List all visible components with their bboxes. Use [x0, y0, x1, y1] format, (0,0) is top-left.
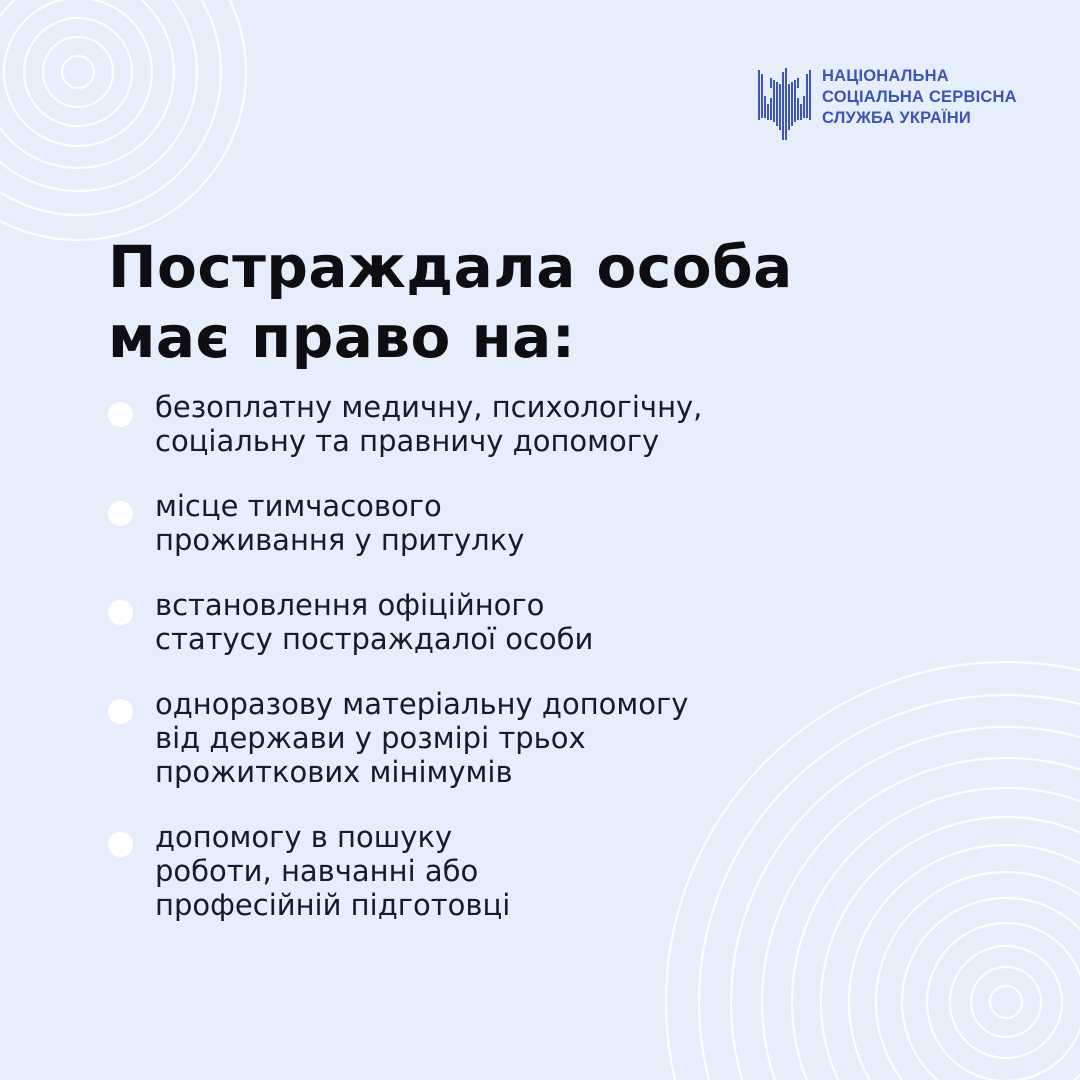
headline-line: має право на: [108, 303, 576, 371]
right-text-line: проживання у притулку [155, 523, 525, 557]
right-text-line: допомогу в пошуку [155, 820, 453, 854]
rights-list-item [108, 588, 828, 656]
right-text-line: соціальну та правничу допомогу [155, 424, 660, 458]
right-text-line: встановлення офіційного [155, 588, 545, 622]
rights-list [108, 390, 828, 922]
bullet-dot-icon [108, 600, 133, 625]
organization-name [822, 66, 1017, 129]
right-text-line: від держави у розмірі трьох [155, 721, 586, 755]
right-text-line: місце тимчасового [155, 489, 442, 523]
organization-name-line: НАЦІОНАЛЬНА [822, 67, 949, 85]
right-text-line: безоплатну медичну, психологічну, [155, 390, 703, 424]
bullet-dot-icon [108, 699, 133, 724]
rights-list-item [108, 390, 828, 458]
organization-name-line: СЛУЖБА УКРАЇНИ [822, 109, 971, 127]
ukrainian-trident-barcode-icon [756, 62, 814, 140]
top-left-rings [0, 0, 246, 240]
right-text-line: статусу постраждалої особи [155, 622, 594, 656]
rights-list-item [108, 820, 828, 922]
headline-line: Постраждала особа [108, 233, 793, 301]
bullet-dot-icon [108, 501, 133, 526]
ministry-logo [756, 62, 1017, 140]
rights-list-item [108, 687, 828, 789]
rights-list-item [108, 489, 828, 557]
organization-name-line: СОЦІАЛЬНА СЕРВІСНА [822, 88, 1017, 106]
right-text-line: одноразову матеріальну допомогу [155, 687, 689, 721]
right-text-line: прожиткових мінімумів [155, 755, 513, 789]
bullet-dot-icon [108, 832, 133, 857]
right-text-line: роботи, навчанні або [155, 854, 479, 888]
bullet-dot-icon [108, 402, 133, 427]
headline [108, 232, 793, 372]
right-text-line: професійній підготовці [155, 888, 511, 922]
